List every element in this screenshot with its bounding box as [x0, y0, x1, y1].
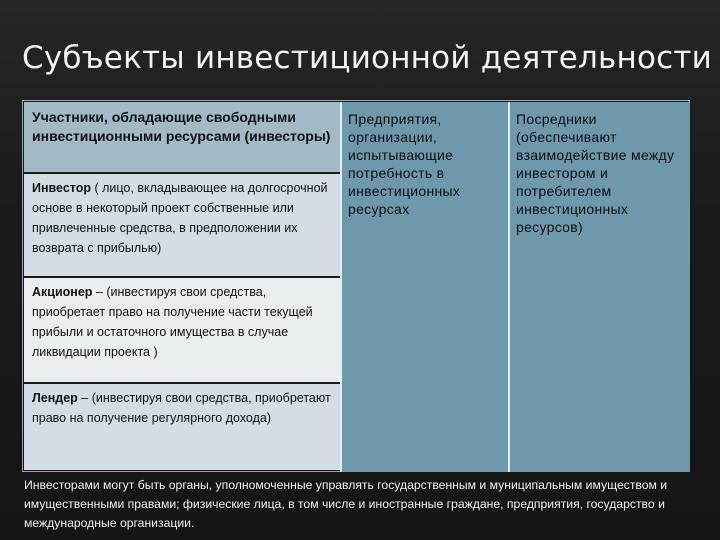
enterprises-column: Предприятия, организации, испытывающие потребность в инвестиционных ресурсах	[342, 102, 508, 472]
investor-description: ( лицо, вкладывающее на долгосрочной основе в некоторый проект собственные или привлеченные средства, в предположении их возврата с прибылью)	[32, 181, 328, 255]
investors-column	[24, 102, 340, 470]
shareholder-description: – (инвестируя свои средства, приобретает право на получение части текущей прибыли и остаточного имущества в случае ликвидации проекта )	[32, 285, 313, 359]
shareholder-row	[24, 278, 340, 382]
shareholder-term: Акционер	[32, 285, 93, 299]
lender-description: – (инвестируя свои средства, приобретают право на получение регулярного дохода)	[32, 391, 331, 425]
investors-header: Участники, обладающие свободными инвестиционными ресурсами (инвесторы)	[24, 102, 340, 172]
investor-term: Инвестор	[32, 181, 92, 195]
intermediaries-column: Посредники (обеспечивают взаимодействие между инвестором и потребителем инвестиционных ресурсов)	[510, 102, 690, 472]
lender-term: Лендер	[32, 391, 78, 405]
slide-title: Субъекты инвестиционной деятельности	[22, 40, 712, 76]
lender-row	[24, 384, 340, 470]
investor-row	[24, 174, 340, 276]
footer-note: Инвесторами могут быть органы, уполномоченные управлять государственным и муниципальным имуществом и имущественными правами; физические лица, в том числе и иностранные граждане, предприятия, государство и международные организации.	[24, 478, 668, 530]
